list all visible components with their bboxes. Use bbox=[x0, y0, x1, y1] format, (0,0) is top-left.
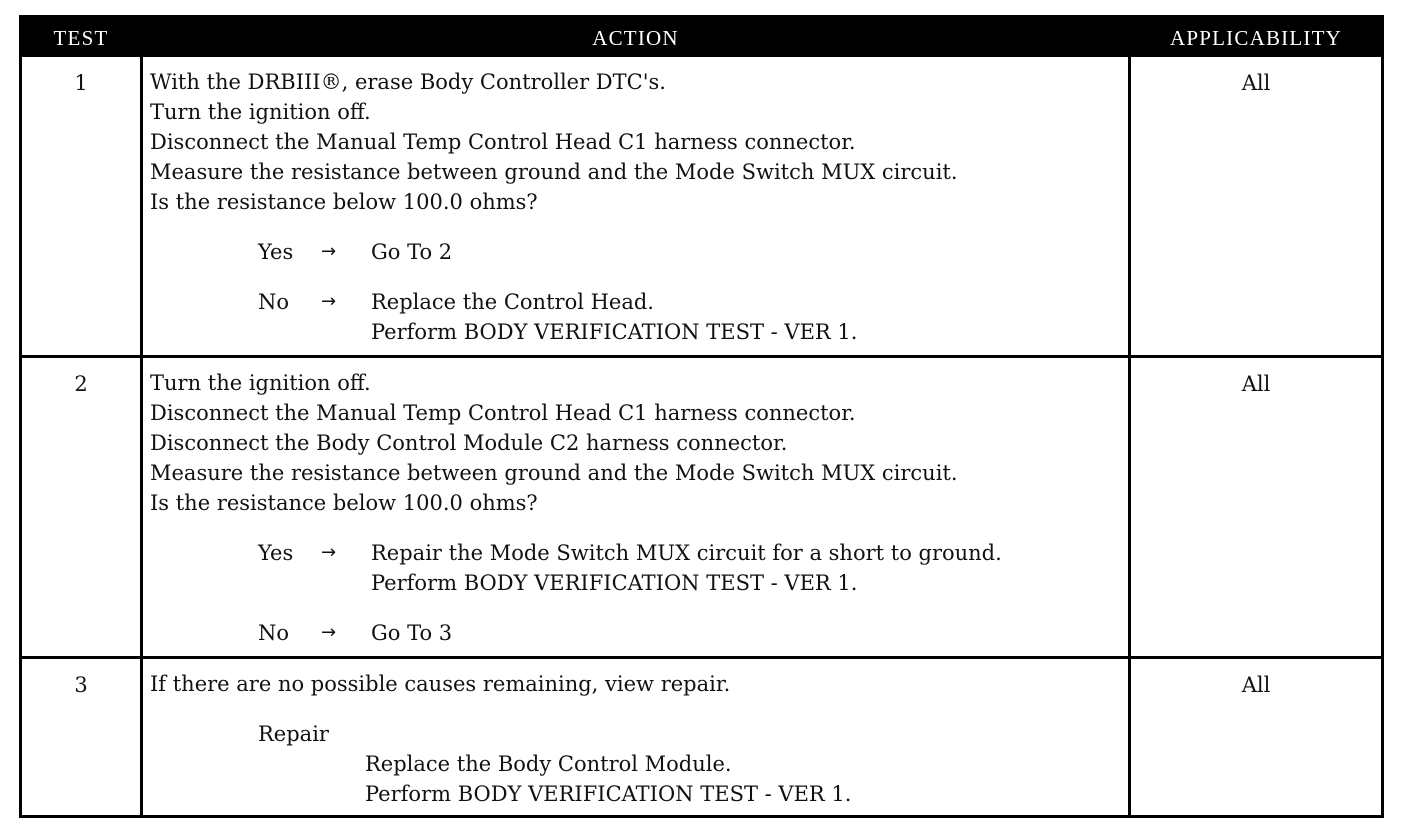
repair-text: Perform BODY VERIFICATION TEST - VER 1. bbox=[365, 782, 852, 806]
yes-label: Yes bbox=[258, 541, 294, 565]
no-outcome bbox=[150, 287, 1125, 317]
header-action: ACTION bbox=[592, 26, 679, 50]
yes-label: Yes bbox=[258, 240, 294, 264]
yes-outcome bbox=[150, 538, 1125, 568]
applicability-value: All bbox=[1241, 673, 1271, 697]
action-step: Turn the ignition off. bbox=[150, 371, 371, 395]
arrow-icon: → bbox=[321, 622, 337, 643]
action-cell bbox=[150, 368, 1125, 648]
table-header bbox=[22, 18, 1381, 57]
yes-result: Repair the Mode Switch MUX circuit for a short to ground. bbox=[371, 541, 1002, 565]
action-step: Is the resistance below 100.0 ohms? bbox=[150, 491, 538, 515]
test-number: 1 bbox=[74, 71, 88, 95]
action-step: Disconnect the Manual Temp Control Head C1 harness connector. bbox=[150, 130, 856, 154]
no-continuation bbox=[150, 317, 1125, 347]
action-step: Is the resistance below 100.0 ohms? bbox=[150, 190, 538, 214]
header-applicability: APPLICABILITY bbox=[1170, 26, 1342, 50]
test-number: 2 bbox=[74, 372, 88, 396]
test-number: 3 bbox=[74, 673, 88, 697]
action-step: Turn the ignition off. bbox=[150, 100, 371, 124]
action-step: Disconnect the Body Control Module C2 harness connector. bbox=[150, 431, 788, 455]
no-result: Go To 3 bbox=[371, 621, 453, 645]
action-step: If there are no possible causes remaining, view repair. bbox=[150, 672, 731, 696]
applicability-value: All bbox=[1241, 372, 1271, 396]
yes-outcome bbox=[150, 237, 1125, 267]
arrow-icon: → bbox=[321, 542, 337, 563]
action-cell bbox=[150, 67, 1125, 347]
header-test: TEST bbox=[53, 26, 109, 50]
action-cell bbox=[150, 669, 1125, 809]
repair-heading bbox=[150, 719, 1125, 749]
no-label: No bbox=[258, 621, 290, 645]
table-row bbox=[22, 659, 1381, 815]
yes-result: Go To 2 bbox=[371, 240, 453, 264]
action-step: Measure the resistance between ground and the Mode Switch MUX circuit. bbox=[150, 160, 958, 184]
continuation-text: Perform BODY VERIFICATION TEST - VER 1. bbox=[371, 320, 858, 344]
no-outcome bbox=[150, 618, 1125, 648]
table-row bbox=[22, 358, 1381, 656]
repair-text: Replace the Body Control Module. bbox=[365, 752, 732, 776]
table-row bbox=[22, 57, 1381, 355]
action-step: Disconnect the Manual Temp Control Head C1 harness connector. bbox=[150, 401, 856, 425]
repair-line bbox=[150, 749, 1125, 779]
arrow-icon: → bbox=[321, 291, 337, 312]
diagnostic-test-table bbox=[19, 15, 1384, 818]
no-result: Replace the Control Head. bbox=[371, 290, 654, 314]
action-step: With the DRBIII®, erase Body Controller DTC's. bbox=[150, 70, 666, 94]
action-step: Measure the resistance between ground and the Mode Switch MUX circuit. bbox=[150, 461, 958, 485]
yes-continuation bbox=[150, 568, 1125, 598]
repair-label: Repair bbox=[258, 722, 329, 746]
continuation-text: Perform BODY VERIFICATION TEST - VER 1. bbox=[371, 571, 858, 595]
applicability-value: All bbox=[1241, 71, 1271, 95]
no-label: No bbox=[258, 290, 290, 314]
repair-line bbox=[150, 779, 1125, 809]
arrow-icon: → bbox=[321, 241, 337, 262]
